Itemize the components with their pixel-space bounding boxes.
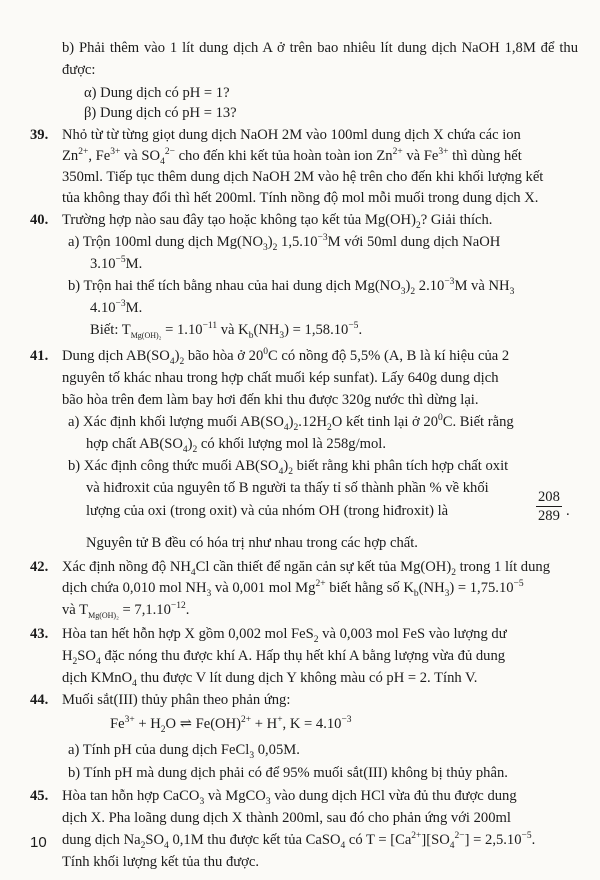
q44-equation: $Fe^{3+} + H_2O$ ⇌ Fe(OH)$^{2+}$ + H+, $K = 4.10^{-3}$ [110, 715, 352, 735]
q42-line2: dịch chứa 0,010 mol $NH_3$ và 0,001 mol $Mg^{2+}$ biết hằng số $K_b(NH_3) = 1,75.10^{-5}$ [62, 579, 524, 599]
q44-part-a: a) Tính pH của dung dịch FeCl$_3$ 0,05M. [68, 742, 300, 761]
q42-line3: và $T_{Mg(OH)_2} = 7,1.10^{-12}$. [62, 601, 190, 620]
q45-line1: Hòa tan hỗn hợp CaCO$_3$ và MgCO$_3$ vào dung dịch HCl vừa đủ thu được dung [62, 788, 517, 807]
q39-line1: Nhỏ từ từ từng giọt dung dịch NaOH 2M vào 100ml dung dịch X chứa các ion [62, 127, 521, 143]
q43-line2: $H_2SO_4$ đặc nóng thu được khí A. Hấp thụ hết khí A bằng lượng vừa đủ dung [62, 648, 506, 667]
q40-part-b-line1: b) Trộn hai thể tích bằng nhau của hai dung dịch $Mg(NO_3)_2$ $2.10^{-3}M$ và $NH_3$ [68, 277, 515, 297]
q44-number: 44. [30, 692, 49, 708]
q44-title: Muối sắt(III) thủy phân theo phản ứng: [62, 692, 291, 708]
q41-part-b-line2: và hiđroxit của nguyên tố B người ta thấy tỉ số thành phần % về khối [86, 480, 489, 496]
q39-line4: tủa không thay đổi thì hết 200ml. Tính nồng độ mol mỗi muối trong dung dịch X. [62, 190, 539, 206]
q39-line2: $Zn^{2+}$, $Fe^{3+}$ và $SO_4^{2-}$ cho đến khi kết tủa hoàn toàn ion $Zn^{2+}$ và $Fe^{3+}$ thì dùng hết [62, 147, 522, 167]
intro-alpha: α) Dung dịch có pH = 1? [84, 85, 230, 101]
q44-part-b: b) Tính pH mà dung dịch phải có để 95% muối sắt(III) không bị thủy phân. [68, 765, 508, 781]
q40-given: Biết: $T_{Mg(OH)_2} = 1.10^{-11}$ và $K_b(NH_3) = 1,58.10^{-5}$. [90, 321, 363, 341]
q42-number: 42. [30, 559, 49, 575]
q40-part-b-line2: $4.10^{-3}M$. [90, 299, 143, 316]
q40-part-a-line1: a) Trộn 100ml dung dịch $Mg(NO_3)_2$ $1,5.10^{-3}M$ với 50ml dung dịch NaOH [68, 233, 501, 253]
q40-title: Trường hợp nào sau đây tạo hoặc không tạo kết tủa $Mg(OH)_2$? Giải thích. [62, 212, 493, 231]
q41-part-b-line1: b) Xác định công thức muối $AB(SO_4)_2$ biết rằng khi phân tích hợp chất oxit [68, 458, 509, 477]
q43-line1: Hòa tan hết hỗn hợp X gồm 0,002 mol FeS$_2$ và 0,003 mol FeS vào lượng dư [62, 626, 507, 645]
q41-line3: bão hòa trên đem làm bay hơi đến khi thu được 320g nước thì dừng lại. [62, 392, 479, 408]
q45-line3: dung dịch $Na_2SO_4$ 0,1M thu được kết tủa CaSO$_4$ có $T = [Ca^{2+}][SO_4^{2-}] = 2,5.10^{-5}$. [62, 831, 536, 851]
q45-number: 45. [30, 788, 49, 804]
q43-number: 43. [30, 626, 49, 642]
q40-number: 40. [30, 212, 49, 228]
q39-number: 39. [30, 127, 49, 143]
q42-line1: Xác định nồng độ $NH_4Cl$ cần thiết để ngăn cản sự kết tủa $Mg(OH)_2$ trong 1 lít dung [62, 559, 550, 578]
q43-line3: dịch KMnO$_4$ thu được V lít dung dịch Y không màu có pH = 2. Tính V. [62, 670, 478, 689]
q41-fraction-period: . [566, 503, 570, 519]
q41-line1: Dung dịch $AB(SO_4)_2$ bão hòa ở $20^0C$ có nồng độ 5,5% (A, B là kí hiệu của 2 [62, 347, 510, 367]
q41-part-a-line2: hợp chất $AB(SO_4)_2$ có khối lượng mol là 258g/mol. [86, 436, 386, 455]
page-number: 10 [30, 834, 47, 851]
intro-part-b: b) Phải thêm vào 1 lít dung dịch A ở trên bao nhiêu lít dung dịch NaOH 1,8M để thu được: [62, 40, 578, 78]
q40-part-a-line2: $3.10^{-5}M$. [90, 255, 143, 272]
q41-ratio-fraction: $\frac{208}{289}$ [538, 489, 560, 524]
q39-line3: 350ml. Tiếp tục thêm dung dịch NaOH 2M vào hệ trên cho đến khi khối lượng kết [62, 169, 544, 185]
q45-line2: dịch X. Pha loãng dung dịch X thành 200ml, sau đó cho phản ứng với 200ml [62, 810, 511, 826]
q41-number: 41. [30, 348, 49, 364]
intro-beta: β) Dung dịch có pH = 13? [84, 105, 237, 121]
q41-part-b-line3: lượng của oxi (trong oxit) và của nhóm OH (trong hiđroxit) là [86, 503, 449, 519]
q45-line4: Tính khối lượng kết tủa thu được. [62, 854, 260, 870]
q41-line2: nguyên tố khác nhau trong hợp chất muối kép sunfat). Lấy 640g dung dịch [62, 370, 499, 386]
q41-part-b-line4: Nguyên tử B đều có hóa trị như nhau trong các hợp chất. [86, 535, 418, 551]
q41-part-a-line1: a) Xác định khối lượng muối $AB(SO_4)_2.12H_2O$ kết tinh lại ở $20^0C$. Biết rằng [68, 413, 514, 433]
